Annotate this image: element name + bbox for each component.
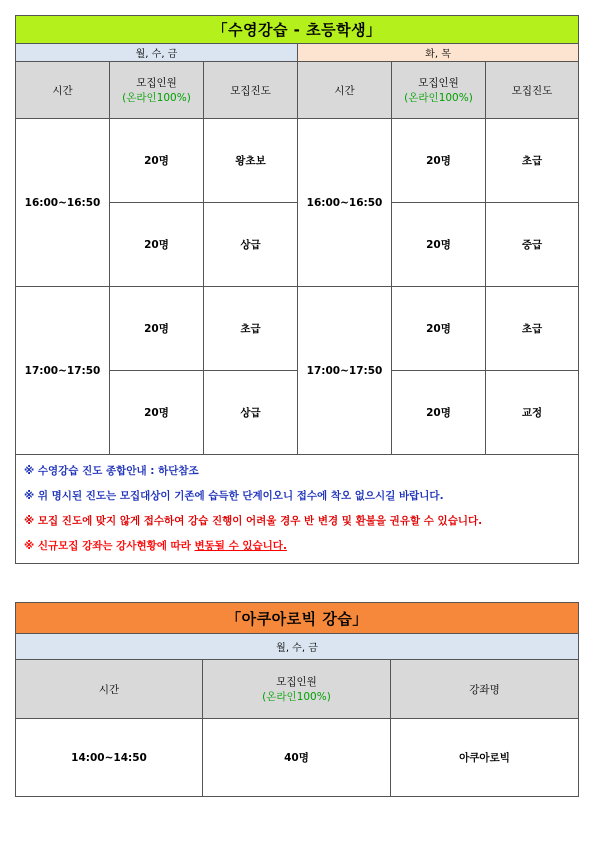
note-level-warning: ※ 위 명시된 진도는 모집대상이 기존에 습득한 단계이오니 접수에 착오 없으시길 바랍니다. bbox=[24, 490, 444, 502]
header-recruit-note: (온라인100%) bbox=[262, 691, 331, 703]
time-cell: 17:00~17:50 bbox=[16, 287, 110, 455]
swim-day-left: 월, 수, 금 bbox=[16, 44, 298, 62]
header-recruit-label: 모집인원 bbox=[276, 676, 317, 688]
count-cell: 20명 bbox=[110, 119, 204, 203]
count-cell: 20명 bbox=[392, 119, 486, 203]
level-cell: 왕초보 bbox=[204, 119, 298, 203]
note-new-class bbox=[24, 534, 570, 559]
aquarobics-table bbox=[15, 602, 579, 797]
count-cell: 20명 bbox=[110, 203, 204, 287]
note-refund: ※ 모집 진도에 맞지 않게 접수하여 강습 진행이 어려울 경우 반 변경 및 환불을 권유할 수 있습니다. bbox=[24, 515, 483, 527]
count-cell: 20명 bbox=[392, 203, 486, 287]
header-time-right: 시간 bbox=[298, 62, 392, 119]
header-recruit-note: (온라인100%) bbox=[122, 92, 191, 104]
level-cell: 초급 bbox=[486, 119, 579, 203]
time-cell: 17:00~17:50 bbox=[298, 287, 392, 455]
level-cell: 교정 bbox=[486, 371, 579, 455]
count-cell: 20명 bbox=[110, 287, 204, 371]
level-cell: 중급 bbox=[486, 203, 579, 287]
time-cell: 16:00~16:50 bbox=[16, 119, 110, 287]
swim-day-right: 화, 목 bbox=[298, 44, 579, 62]
aqua-header-time: 시간 bbox=[16, 660, 203, 719]
count-cell: 20명 bbox=[110, 371, 204, 455]
header-level-right: 모집진도 bbox=[486, 62, 579, 119]
aqua-header-recruit bbox=[203, 660, 391, 719]
count-cell: 20명 bbox=[392, 287, 486, 371]
note-overview: ※ 수영강습 진도 종합안내 : 하단참조 bbox=[24, 465, 199, 477]
aqua-title: 「아쿠아로빅 강습」 bbox=[16, 603, 579, 634]
note-new-class-text: ※ 신규모집 강좌는 강사현황에 따라 bbox=[24, 540, 195, 552]
swim-notes bbox=[16, 455, 579, 564]
time-cell: 16:00~16:50 bbox=[298, 119, 392, 287]
header-time-left: 시간 bbox=[16, 62, 110, 119]
header-recruit-label: 모집인원 bbox=[418, 77, 459, 89]
aqua-day: 월, 수, 금 bbox=[16, 634, 579, 660]
header-recruit-label: 모집인원 bbox=[136, 77, 177, 89]
level-cell: 초급 bbox=[486, 287, 579, 371]
level-cell: 상급 bbox=[204, 203, 298, 287]
aqua-time-cell: 14:00~14:50 bbox=[16, 719, 203, 797]
aqua-header-course: 강좌명 bbox=[391, 660, 579, 719]
level-cell: 상급 bbox=[204, 371, 298, 455]
aqua-course-cell: 아쿠아로빅 bbox=[391, 719, 579, 797]
note-new-class-underlined: 변동될 수 있습니다. bbox=[194, 540, 287, 552]
count-cell: 20명 bbox=[392, 371, 486, 455]
level-cell: 초급 bbox=[204, 287, 298, 371]
header-recruit-note: (온라인100%) bbox=[404, 92, 473, 104]
header-recruit-right bbox=[392, 62, 486, 119]
header-level-left: 모집진도 bbox=[204, 62, 298, 119]
aqua-count-cell: 40명 bbox=[203, 719, 391, 797]
swim-schedule-table bbox=[15, 15, 579, 564]
swim-title: 「수영강습 - 초등학생」 bbox=[16, 16, 579, 44]
header-recruit-left bbox=[110, 62, 204, 119]
